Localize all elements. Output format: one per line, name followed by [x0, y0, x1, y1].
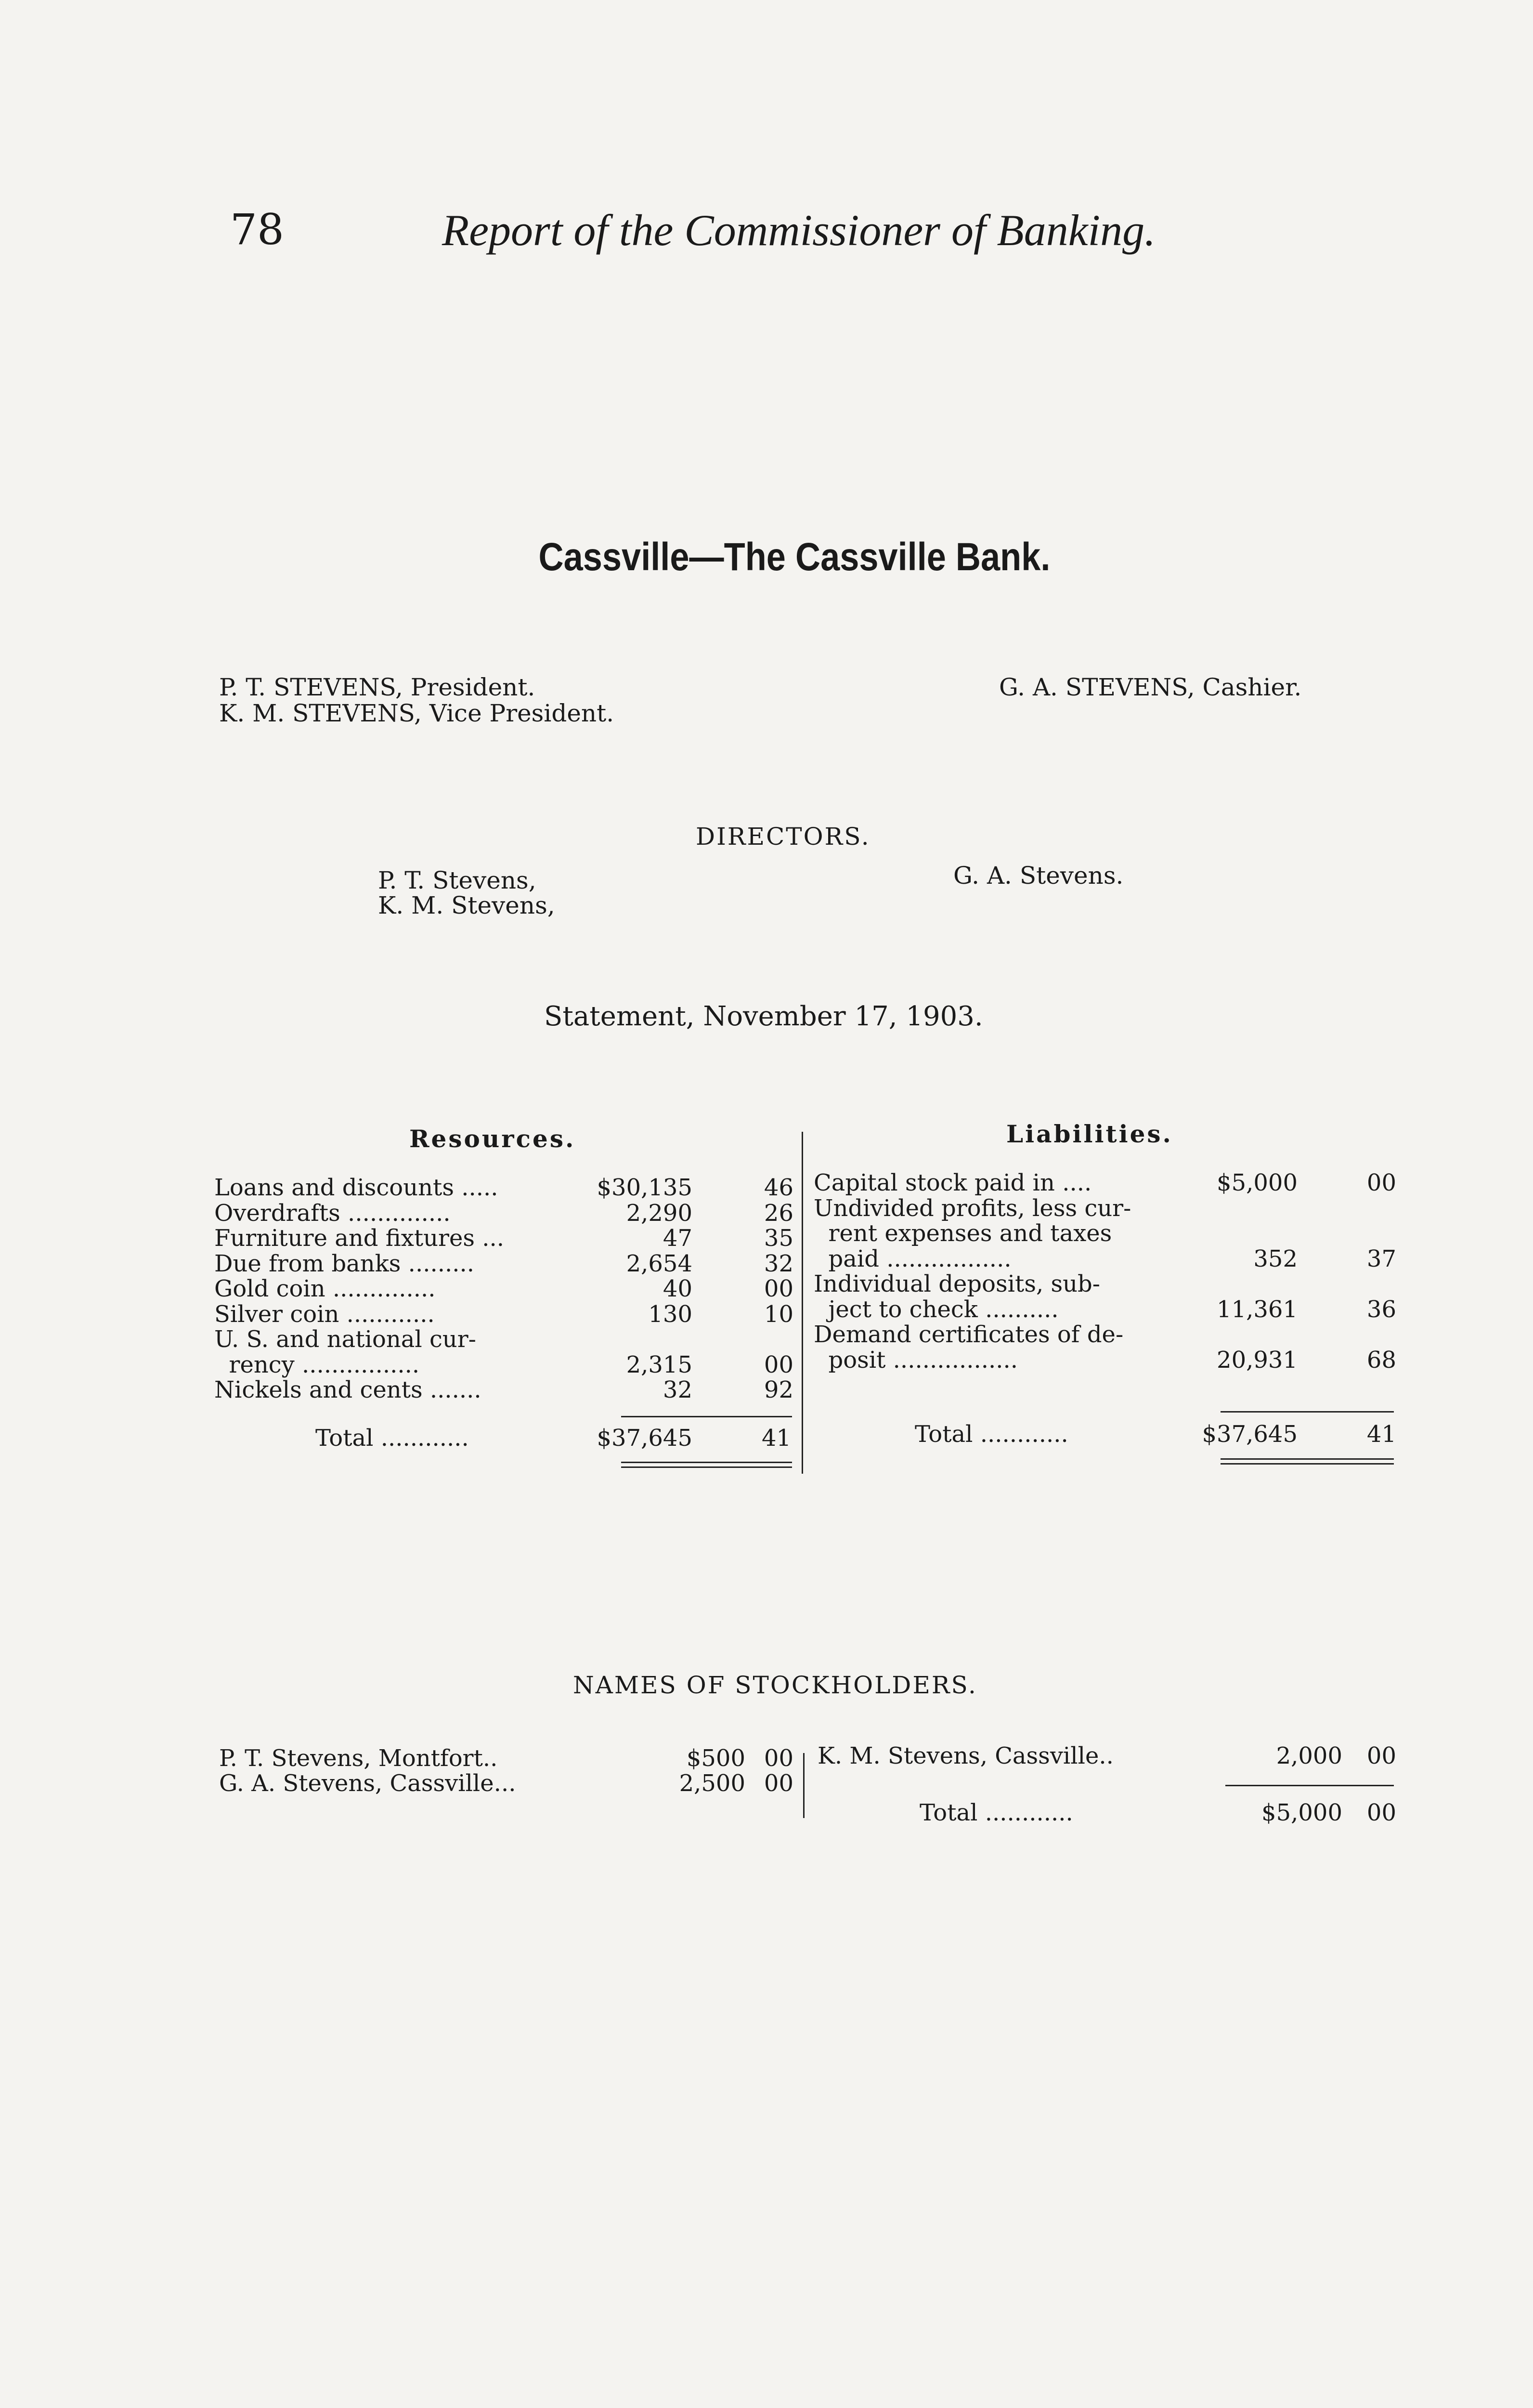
- ledger-cents: 32: [764, 1250, 793, 1277]
- total-label: Total ............: [920, 1799, 1073, 1826]
- running-title: Report of the Commissioner of Banking.: [442, 206, 1156, 255]
- stockholder-cents: 00: [1366, 1742, 1396, 1769]
- ledger-label: Overdrafts ..............: [214, 1199, 451, 1227]
- statement-title: Statement, November 17, 1903.: [544, 1001, 983, 1032]
- liabilities-total-double-rule: [1221, 1458, 1394, 1465]
- stockholder-dollars: 2,000: [1276, 1742, 1342, 1769]
- ledger-label: Loans and discounts .....: [214, 1174, 498, 1201]
- liabilities-heading: Liabilities.: [1006, 1120, 1173, 1148]
- ledger-dollars: 47: [663, 1225, 692, 1252]
- ledger-label: Demand certificates of de-: [814, 1321, 1124, 1348]
- ledger-cents: 00: [1366, 1169, 1396, 1196]
- ledger-label: Furniture and fixtures ...: [214, 1225, 505, 1252]
- ledger-label: Undivided profits, less cur-: [814, 1194, 1131, 1222]
- ledger-label: posit .................: [814, 1346, 1018, 1374]
- ledger-dollars: 2,654: [626, 1250, 692, 1277]
- ledger-cents: 46: [764, 1174, 793, 1201]
- stockholders-total-rule: [1225, 1785, 1394, 1786]
- ledger-label: Gold coin ..............: [214, 1275, 436, 1302]
- stockholders-divider: [803, 1753, 805, 1818]
- total-dollars: $5,000: [1261, 1799, 1342, 1826]
- ledger-cents: 35: [764, 1225, 793, 1252]
- stockholder-cents: 00: [764, 1745, 793, 1772]
- column-divider: [802, 1132, 803, 1474]
- director-name: K. M. Stevens,: [378, 891, 555, 919]
- ledger-label: Capital stock paid in ....: [814, 1169, 1092, 1196]
- page-number: 78: [230, 205, 284, 254]
- director-name: P. T. Stevens,: [378, 866, 536, 894]
- ledger-cents: 36: [1366, 1296, 1396, 1323]
- ledger-dollars: 2,315: [626, 1351, 692, 1378]
- total-label: Total ............: [315, 1425, 469, 1452]
- officer-cashier: G. A. STEVENS, Cashier.: [999, 673, 1302, 701]
- ledger-dollars: 11,361: [1217, 1296, 1298, 1323]
- officer-vice-president: K. M. STEVENS, Vice President.: [219, 699, 614, 727]
- directors-heading: DIRECTORS.: [696, 823, 870, 851]
- ledger-cents: 37: [1366, 1245, 1396, 1272]
- ledger-cents: 68: [1366, 1346, 1396, 1374]
- ledger-cents: 00: [764, 1351, 793, 1378]
- ledger-dollars: 20,931: [1217, 1346, 1298, 1374]
- stockholder-cents: 00: [764, 1770, 793, 1797]
- ledger-dollars: 32: [663, 1376, 692, 1403]
- stockholders-heading: NAMES OF STOCKHOLDERS.: [573, 1671, 977, 1699]
- officer-president: P. T. STEVENS, President.: [219, 673, 535, 701]
- bank-title: Cassville—The Cassville Bank.: [538, 535, 1051, 579]
- ledger-dollars: 352: [1253, 1245, 1298, 1272]
- ledger-dollars: $5,000: [1217, 1169, 1298, 1196]
- ledger-label: ject to check ..........: [814, 1296, 1059, 1323]
- ledger-cents: 10: [764, 1300, 793, 1328]
- stockholder-name: K. M. Stevens, Cassville..: [818, 1742, 1114, 1769]
- ledger-cents: 00: [764, 1275, 793, 1302]
- ledger-label: rent expenses and taxes: [814, 1220, 1112, 1247]
- resources-total-double-rule: [621, 1462, 792, 1468]
- ledger-label: U. S. and national cur-: [214, 1326, 476, 1353]
- liabilities-total-rule: [1221, 1411, 1394, 1413]
- ledger-dollars: $30,135: [597, 1174, 692, 1201]
- ledger-label: paid .................: [814, 1245, 1012, 1272]
- director-name: G. A. Stevens.: [953, 862, 1124, 890]
- total-dollars: $37,645: [597, 1425, 692, 1452]
- stockholder-name: P. T. Stevens, Montfort..: [219, 1745, 498, 1772]
- ledger-dollars: 40: [663, 1275, 692, 1302]
- stockholder-dollars: 2,500: [679, 1770, 745, 1797]
- resources-total-rule: [621, 1416, 792, 1417]
- ledger-dollars: 130: [648, 1300, 692, 1328]
- ledger-dollars: 2,290: [626, 1199, 692, 1227]
- ledger-label: Due from banks .........: [214, 1250, 474, 1277]
- ledger-cents: 92: [764, 1376, 793, 1403]
- ledger-label: rency ................: [214, 1351, 420, 1378]
- total-cents: 41: [762, 1425, 792, 1452]
- ledger-label: Individual deposits, sub-: [814, 1270, 1100, 1297]
- ledger-cents: 26: [764, 1199, 793, 1227]
- ledger-label: Nickels and cents .......: [214, 1376, 481, 1403]
- resources-heading: Resources.: [409, 1125, 576, 1153]
- ledger-label: Silver coin ............: [214, 1300, 435, 1328]
- total-cents: 00: [1366, 1799, 1396, 1826]
- stockholder-dollars: $500: [686, 1745, 745, 1772]
- stockholder-name: G. A. Stevens, Cassville...: [219, 1770, 516, 1797]
- total-label: Total ............: [915, 1421, 1068, 1448]
- total-dollars: $37,645: [1202, 1421, 1298, 1448]
- total-cents: 41: [1366, 1421, 1396, 1448]
